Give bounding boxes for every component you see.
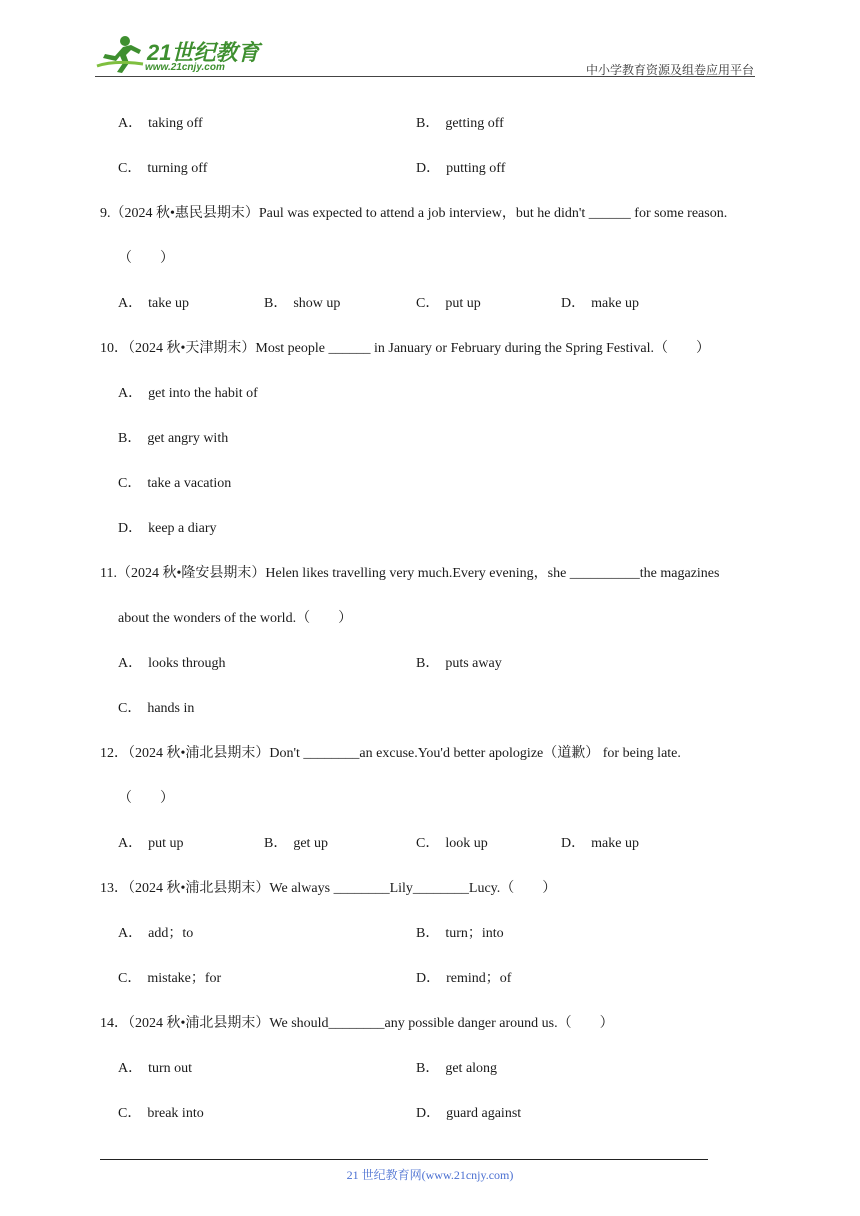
option-q9-b: B． show up (264, 296, 341, 311)
question-12-paren: （ ） (118, 791, 174, 806)
question-11-stem-cont: about the wonders of the world.（ ） (118, 611, 353, 626)
option-q9-a: A． take up (118, 296, 189, 311)
option-q9-c: C． put up (416, 296, 481, 311)
question-11-stem: 11.（2024 秋•隆安县期末）Helen likes travelling very much.Every evening，she __________the magazines (100, 566, 720, 581)
logo-title: 21世纪教育 (147, 40, 260, 65)
option-q12-b: B． get up (264, 836, 328, 851)
option-q8-b: B． getting off (416, 116, 504, 131)
question-9-stem: 9.（2024 秋•惠民县期末）Paul was expected to attend a job interview，but he didn't ______ for some reason. (100, 206, 728, 221)
option-q9-d: D． make up (561, 296, 639, 311)
option-q10-a: A． get into the habit of (118, 386, 258, 401)
question-9-paren: （ ） (118, 251, 174, 266)
logo-url: www.21cnjy.com (145, 62, 225, 73)
option-q11-b: B． puts away (416, 656, 502, 671)
runner-logo-icon (95, 34, 147, 74)
option-q14-d: D． guard against (416, 1106, 522, 1121)
question-10-stem: 10．（2024 秋•天津期末）Most people ______ in January or February during the Spring Festival.（ ） (100, 341, 710, 356)
option-q13-d: D． remind；of (416, 971, 512, 986)
option-q14-c: C． break into (118, 1106, 204, 1121)
option-q10-c: C． take a vacation (118, 476, 232, 491)
page-header (95, 30, 760, 78)
option-q13-a: A． add；to (118, 926, 194, 941)
platform-name: 中小学教育资源及组卷应用平台 (585, 63, 754, 77)
option-q8-c: C． turning off (118, 161, 208, 176)
option-q10-d: D． keep a diary (118, 521, 217, 536)
option-q13-c: C． mistake；for (118, 971, 222, 986)
option-q8-d: D． putting off (416, 161, 506, 176)
option-q10-b: B． get angry with (118, 431, 229, 446)
option-q12-c: C． look up (416, 836, 488, 851)
option-q13-b: B． turn；into (416, 926, 504, 941)
footer-divider (100, 1159, 708, 1160)
option-q12-a: A． put up (118, 836, 184, 851)
question-14-stem: 14．（2024 秋•浦北县期末）We should________any possible danger around us.（ ） (100, 1016, 614, 1031)
option-q8-a: A． taking off (118, 116, 203, 131)
site-logo (95, 34, 265, 74)
option-q12-d: D． make up (561, 836, 639, 851)
option-q11-a: A． looks through (118, 656, 226, 671)
question-13-stem: 13．（2024 秋•浦北县期末）We always ________Lily________Lucy.（ ） (100, 881, 557, 896)
option-q11-c: C． hands in (118, 701, 195, 716)
option-q14-a: A． turn out (118, 1061, 193, 1076)
question-12-stem: 12．（2024 秋•浦北县期末）Don't ________an excuse.You'd better apologize（道歉） for being late. (100, 746, 681, 761)
footer-link[interactable]: 21 世纪教育网(www.21cnjy.com) (346, 1168, 514, 1182)
header-divider (95, 76, 755, 77)
option-q14-b: B． get along (416, 1061, 498, 1076)
